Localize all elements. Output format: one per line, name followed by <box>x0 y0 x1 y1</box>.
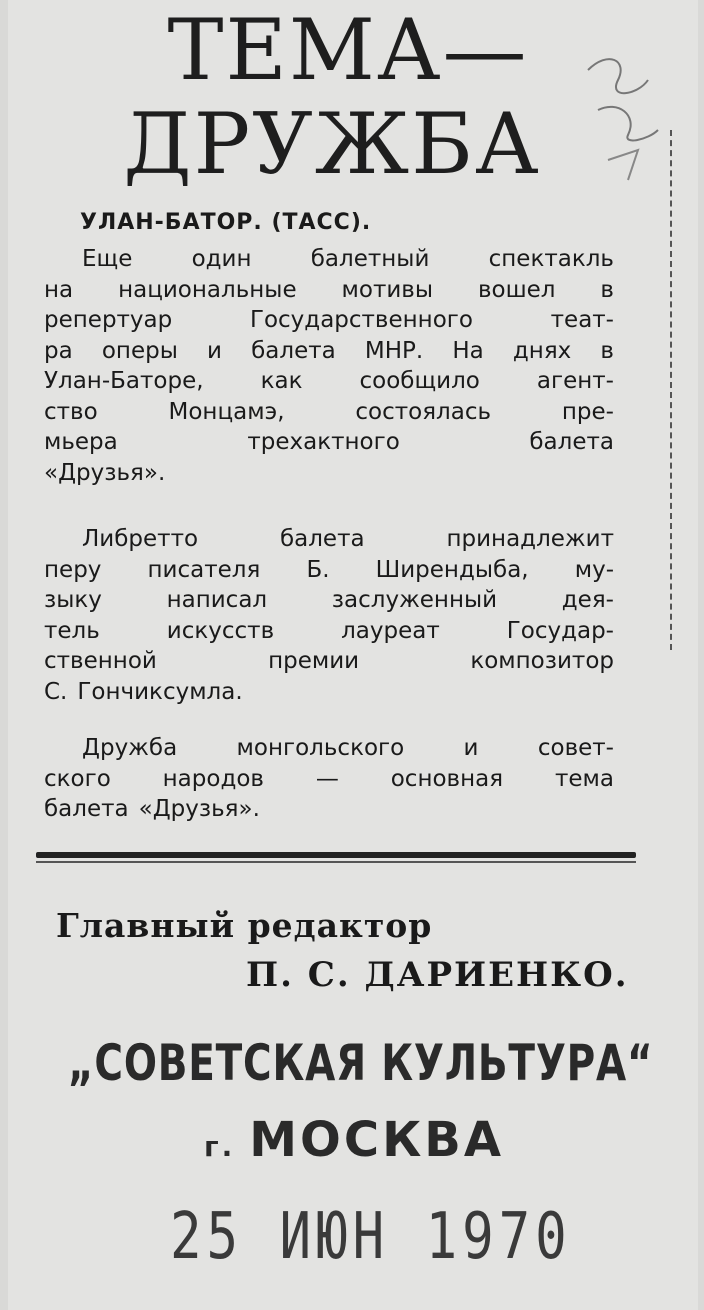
article-word: Еще <box>82 246 133 272</box>
article-word: «Друзья». <box>44 459 166 486</box>
article-line <box>44 764 614 795</box>
article-word: Улан-Баторе, <box>44 368 204 394</box>
article-word: искусств <box>166 617 275 644</box>
article-word: композитор <box>470 648 614 674</box>
article-word: спектакль <box>488 246 614 272</box>
article-line <box>44 733 614 764</box>
article-word: пре- <box>561 398 614 425</box>
stamp-city: МОСКВА <box>249 1112 505 1168</box>
article-word: премии <box>268 648 360 674</box>
article-word: ского <box>44 765 111 792</box>
article-line <box>44 524 614 555</box>
article-word: как <box>260 368 303 394</box>
article-word: основная <box>390 765 504 792</box>
article-paragraph-3 <box>44 733 614 825</box>
article-word: агент- <box>536 368 614 394</box>
article-line <box>44 336 614 367</box>
article-word: сообщило <box>359 368 480 394</box>
article-word: Дружба <box>82 735 178 761</box>
stamp-city-prefix: г. <box>204 1130 236 1163</box>
article-word: С. <box>44 678 68 705</box>
article-word: дея- <box>561 587 614 613</box>
article-paragraph-1 <box>44 244 614 488</box>
newspaper-clipping <box>8 0 698 1310</box>
article-line <box>44 646 614 677</box>
article-word: ственной <box>44 648 157 674</box>
article-line <box>44 397 614 428</box>
article-paragraph-2 <box>44 524 614 707</box>
article-word: тема <box>554 765 614 792</box>
article-word: на <box>44 276 74 303</box>
article-word: ра <box>44 337 73 364</box>
article-line <box>44 427 614 458</box>
article-word: народов <box>162 765 264 792</box>
article-word: Гончиксумла. <box>77 678 243 705</box>
article-word: монгольского <box>236 735 405 761</box>
article-word: Либретто <box>82 526 199 552</box>
article-word: мотивы <box>341 276 434 303</box>
article-word: балета <box>529 429 614 455</box>
headline-line-1: ТЕМА— <box>167 1 529 99</box>
article-line <box>44 677 614 708</box>
article-word: ство <box>44 398 98 425</box>
article-word: днях <box>512 337 572 364</box>
article-word: в <box>600 276 614 303</box>
article-word: принадлежит <box>446 526 614 552</box>
article-word: балета <box>44 796 129 822</box>
article-line <box>44 458 614 489</box>
article-word: зыку <box>44 587 102 613</box>
article-line <box>44 366 614 397</box>
article-word: теат- <box>550 307 614 333</box>
article-word: состоялась <box>355 398 492 425</box>
headline-line-2: ДРУЖБА <box>123 95 541 193</box>
article-word: На <box>452 337 484 364</box>
stamp-city-line <box>204 1112 504 1168</box>
article-word: трехактного <box>247 429 400 455</box>
article-line <box>44 616 614 647</box>
perforation-edge <box>670 130 672 650</box>
editor-name: П. С. ДАРИЕНКО. <box>246 955 629 995</box>
article-word: перу <box>44 556 102 583</box>
article-line <box>44 585 614 616</box>
article-line <box>44 794 614 825</box>
article-word: Государ- <box>506 617 614 644</box>
article-word: заслуженный <box>331 587 498 613</box>
article-line <box>44 305 614 336</box>
article-word: лауреат <box>341 617 440 644</box>
article-word: балета <box>279 526 365 552</box>
article-word: оперы <box>101 337 178 364</box>
article-word: му- <box>574 556 614 583</box>
article-word: балетный <box>310 246 430 272</box>
editor-title: Главный редактор <box>56 906 433 945</box>
article-word: один <box>191 246 252 272</box>
article-word: Б. <box>306 556 330 583</box>
article-word: национальные <box>118 276 297 303</box>
article-word: Государственного <box>249 307 473 333</box>
article-word: вошел <box>477 276 556 303</box>
article-word: «Друзья». <box>138 796 260 822</box>
article-word: мьера <box>44 429 118 455</box>
article-word: тель <box>44 617 100 644</box>
article-word: Монцамэ, <box>168 398 285 425</box>
dateline: УЛАН-БАТОР. (ТАСС). <box>80 210 372 235</box>
article-word: совет- <box>537 735 614 761</box>
article-line <box>44 244 614 275</box>
article-word: и <box>207 337 222 364</box>
article-word: написал <box>166 587 268 613</box>
article-word: в <box>600 337 614 364</box>
article-line <box>44 555 614 586</box>
divider-rule-thin <box>36 861 636 863</box>
article-word: и <box>463 735 479 761</box>
article-word: Ширендыба, <box>375 556 529 583</box>
divider-rule <box>36 852 636 858</box>
article-word: балета <box>251 337 336 364</box>
article-word: — <box>315 765 339 792</box>
article-word: писателя <box>147 556 261 583</box>
article-word: репертуар <box>44 307 173 333</box>
stamp-date: 25 ИЮН 1970 <box>170 1200 572 1274</box>
stamp-publication: „СОВЕТСКАЯ КУЛЬТУРА“ <box>68 1034 654 1092</box>
article-line <box>44 275 614 306</box>
article-word: МНР. <box>364 337 424 364</box>
